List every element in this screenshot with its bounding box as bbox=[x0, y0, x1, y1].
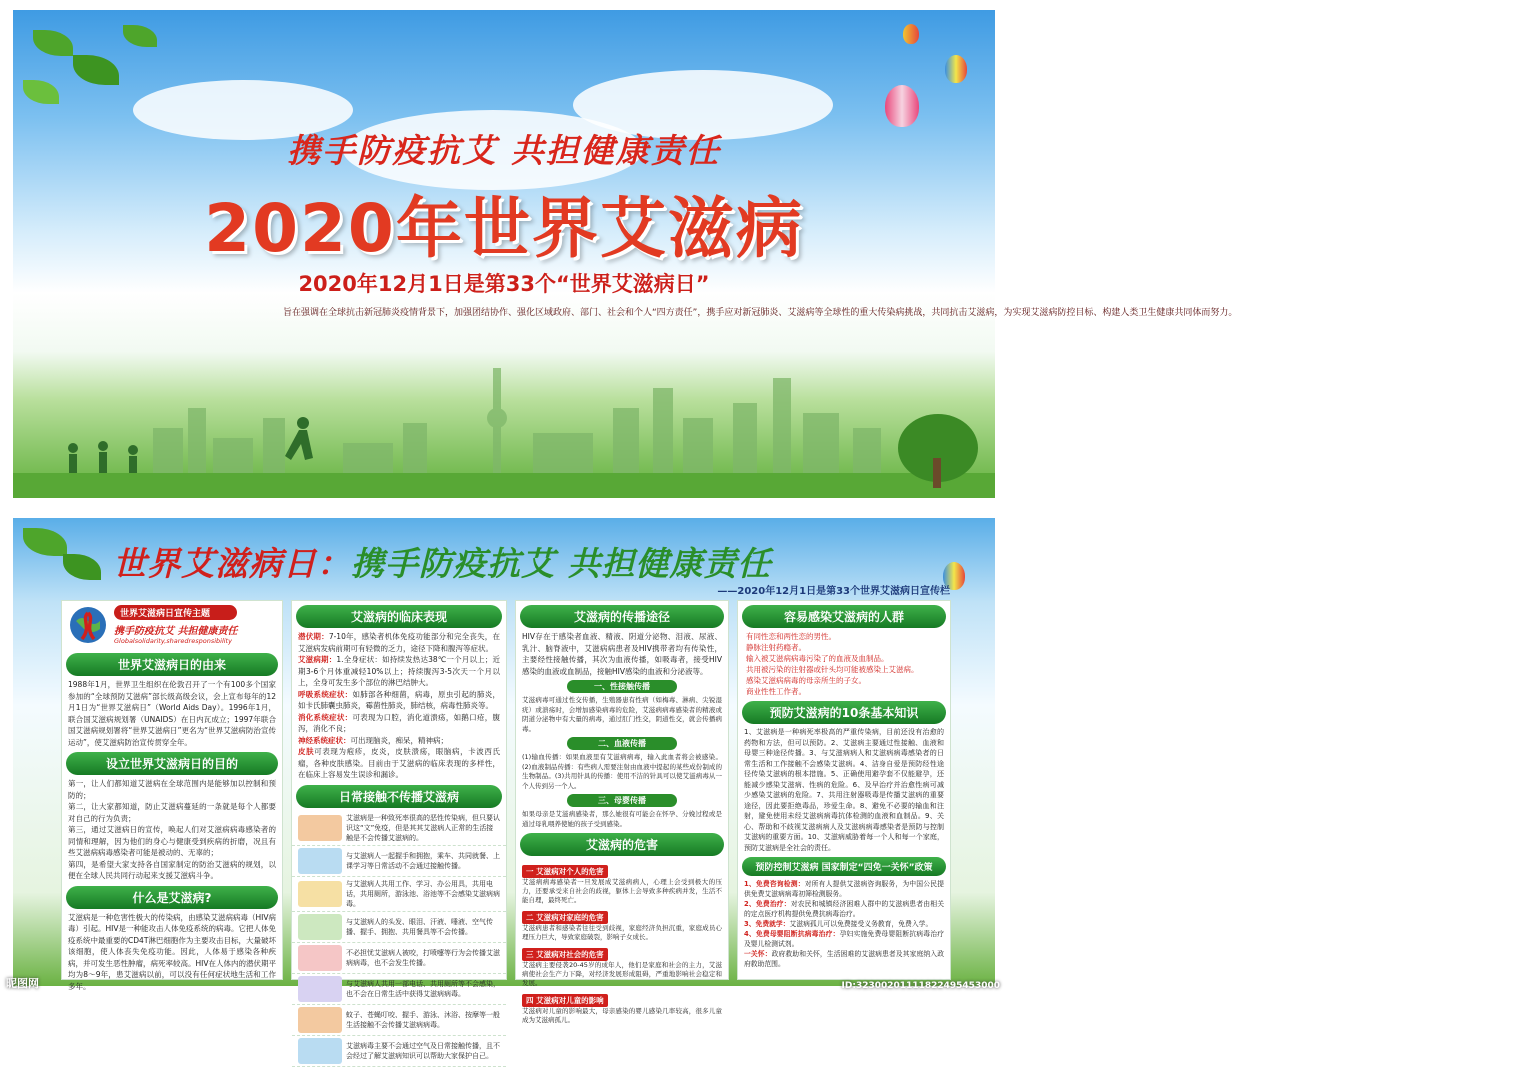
risk-item: 有同性恋和两性恋的男性。 bbox=[746, 632, 836, 641]
column-prevention bbox=[737, 600, 951, 980]
clinical-item: 呼吸系统症状：如肺部各种细菌，病毒，原虫引起的肺炎，如卡氏肺囊虫肺炎，霉菌性肺炎，肺结核，病毒性肺炎等。 bbox=[298, 689, 501, 710]
board-header-part2: 携手防疫抗艾 共担健康责任 bbox=[351, 544, 772, 583]
top-banner bbox=[13, 10, 1238, 498]
contact-row: 艾滋病毒主要不会通过空气及日常接触传播，且不会经过了解艾滋病知识可以帮助大家保护自己。 bbox=[292, 1036, 506, 1067]
origin-text: 1988年1月，世界卫生组织在伦敦召开了一个有100多个国家参加的“全球预防艾滋病”部长级高级会议，会上宣布每年的12月1日为“世界艾滋病日”（World Aids Day）。1996年1月，联合国艾滋病规划署（UNAIDS）在日内瓦成立；1997年联合国艾滋病规划署将“世界艾滋病日”更名为“世界艾滋病防治宣传运动”，使艾滋病防治宣传贯穿全年。 bbox=[68, 680, 276, 747]
hot-air-balloon-icon bbox=[903, 24, 919, 44]
clinical-item: 神经系统症状：可出现脑炎，痴呆，精神病； bbox=[298, 735, 448, 745]
prevent-text: 1、艾滋病是一种病死率极高的严重传染病，目前还没有治愈的药物和方法，但可以预防。2、艾滋病主要通过性接触、血液和母婴三种途径传播。3、与艾滋病病人和艾滋病病毒感染者的日常生活和工作接触不会感染艾滋病。4、洁身自爱是预防经性途径传染艾滋病的根本措施。5、正确使用避孕套不仅能避孕，还能减少感染艾滋病、性病的危险。6、及早治疗并治愈性病可减少感染艾滋病的危险。7、共用注射器吸毒是传播艾滋病的重要途径，因此要拒绝毒品，珍爱生命。8、避免不必要的输血和注射，避免使用未经艾滋病病毒抗体检测的血液和血制品。9、关心、帮助和不歧视艾滋病病人及艾滋病病毒感染者是预防与控制艾滋病的重要方面。10、艾滋病威胁着每一个人和每一个家庭，预防艾滋病是全社会的责任。 bbox=[744, 728, 944, 852]
column-origin bbox=[61, 600, 283, 991]
illustration-thumb bbox=[298, 945, 342, 971]
section-title-what: 什么是艾滋病? bbox=[66, 886, 278, 909]
contact-row: 与艾滋病人共用一部电话、共用厕所等不会感染，也不会在日常生活中获得艾滋病病毒。 bbox=[292, 974, 506, 1005]
route-text: 如果母亲是艾滋病感染者，那么她很有可能会在怀孕、分娩过程或是通过母乳喂养使她的孩子受到感染。 bbox=[522, 810, 722, 828]
route-title: 二、血液传播 bbox=[567, 737, 677, 750]
harm-item: 三 艾滋病对社会的危害 艾滋病主要侵袭20-45岁的成年人，他们是家庭和社会的主力，艾滋病使社会生产力下降，对经济发展形成阻碍，严重地影响社会稳定和发展。 bbox=[522, 950, 722, 987]
hot-air-balloon-icon bbox=[945, 55, 967, 83]
route-text: 艾滋病毒可通过性交传播，生殖器患有性病（如梅毒、淋病、尖锐湿疣）或溃疡时，会增加感染病毒的危险，艾滋病病毒感染者的精液或阴道分泌物中有大量的病毒，通过肛门性交，阴道性交，就会传播病毒。 bbox=[522, 696, 722, 733]
clinical-item: 艾滋病期：1.全身症状：如持续发热达38℃一个月以上；近期3-6个月体重减轻10%以上；持续腹泻3-5次天一个月以上，全身可发生多个部位的淋巴结肿大。 bbox=[298, 655, 500, 687]
section-title-origin: 世界艾滋病日的由来 bbox=[66, 653, 278, 676]
leaf-decor bbox=[33, 30, 73, 56]
transmission-text: HIV存在于感染者血液、精液、阴道分泌物、泪液、尿液、乳汁、脑脊液中，艾滋病病患者及HIV携带者均有传染性，主要经性接触传播，其次为血液传播，如吸毒者，接受HIV感染的血液或血制品，接触HIV感染的血液和分泌液等。 bbox=[522, 632, 722, 676]
section-title-prevent: 预防艾滋病的10条基本知识 bbox=[742, 701, 946, 724]
leaf-decor bbox=[123, 25, 157, 47]
risk-item: 共用被污染的注射器或针头均可能被感染上艾滋病。 bbox=[746, 665, 919, 674]
leaf-decor bbox=[23, 528, 67, 556]
hot-air-balloon-icon bbox=[885, 85, 919, 127]
route-text: (1)输血传播：如果血液里有艾滋病病毒，输入此血者将会被感染。(2)血液制品传播：有些病人需要注射由血液中提起的某些成份制成的生物制品。(3)共用针具的传播：使用不洁的针具可以使艾滋病毒从一个人传到另一个人。 bbox=[522, 753, 722, 790]
contact-row: 艾滋病是一种致死率很高的恶性传染病，但只要认识这“文”免疫，但是其其艾滋病人正常的生活接触是不会传播艾滋病的。 bbox=[292, 811, 506, 846]
policy-item: 1、免费咨询检测：对所有人提供艾滋病咨询服务，为中国公民提供免费艾滋病病毒初筛检测服务。 bbox=[744, 880, 945, 898]
section-title-risk: 容易感染艾滋病的人群 bbox=[742, 605, 946, 628]
clinical-item: 消化系统症状：可表现为口腔，消化道溃疡，如鹅口疮，腹泻，消化不良； bbox=[298, 712, 501, 733]
policy-list bbox=[738, 879, 950, 969]
leaf-decor bbox=[63, 554, 101, 580]
board-header bbox=[113, 538, 772, 585]
illustration-thumb bbox=[298, 848, 342, 874]
watermark-logo: 昵图网 bbox=[6, 977, 39, 990]
illustration-thumb bbox=[298, 815, 342, 841]
contact-row: 蚊子、苍蝇叮咬、握手、游泳、沐浴、按摩等一般生活接触不会传播艾滋病病毒。 bbox=[292, 1005, 506, 1036]
city-skyline-illustration bbox=[13, 348, 995, 498]
board-subheader: ——2020年12月1日是第33个世界艾滋病日宣传栏 bbox=[717, 586, 950, 597]
contact-row: 与艾滋病人共用工作、学习、办公用具，共用电话，共用厕所，游泳池、浴池等不会感染艾滋病病毒。 bbox=[292, 877, 506, 912]
risk-list bbox=[738, 631, 950, 697]
purpose-item: 第三，通过艾滋病日的宣传，唤起人们对艾滋病病毒感染者的同情和理解，因为他们的身心与健康受到疾病的折磨，况且有些艾滋病病毒感染者可能是被动的、无辜的； bbox=[68, 825, 276, 857]
clinical-item: 皮肤可表现为疱疹，皮炎，皮肤溃疡，眼脑病，卡波西氏瘤，各种皮肤感染。目前由于艾滋病的临床表现的多样性，在临床上容易发生误诊和漏诊。 bbox=[298, 747, 501, 779]
illustration-thumb bbox=[298, 914, 342, 940]
illustration-thumb bbox=[298, 881, 342, 907]
section-title-purpose: 设立世界艾滋病日的目的 bbox=[66, 752, 278, 775]
purpose-text bbox=[62, 778, 282, 882]
contact-row: 与艾滋病人一起握手和拥抱，乘车、共同就餐、上课学习等日常活动不会通过接触传播。 bbox=[292, 846, 506, 877]
policy-item: 3、免费就学：艾滋病孤儿可以免费接受义务教育，免费入学。 bbox=[744, 920, 933, 928]
banner-subtitle: 2020年12月1日是第33个“世界艾滋病日” bbox=[298, 272, 710, 296]
risk-item: 商业性性工作者。 bbox=[746, 687, 806, 696]
illustration-thumb bbox=[298, 976, 342, 1002]
clinical-list bbox=[292, 631, 506, 781]
harm-item: 二 艾滋病对家庭的危害 艾滋病患者和感染者往往受到歧视，家庭经济负担沉重，家庭成员心理压力巨大，导致家庭破裂，影响子女成长。 bbox=[522, 913, 722, 941]
contact-list bbox=[292, 811, 506, 1067]
route-title: 一、性接触传播 bbox=[567, 680, 677, 693]
policy-item: 一关怀：政府救助和关怀，生活困难的艾滋病患者及其家庭纳入政府救助范围。 bbox=[744, 950, 945, 968]
harm-list bbox=[516, 859, 728, 1025]
section-title-contact: 日常接触不传播艾滋病 bbox=[296, 785, 502, 808]
theme-slogan: 携手防疫抗艾 共担健康责任 bbox=[114, 626, 238, 637]
purpose-item: 第二，让大家都知道，防止艾滋病蔓延的一条就是每个人都要对自己的行为负责； bbox=[68, 802, 276, 823]
theme-title: 世界艾滋病日宣传主题 bbox=[114, 605, 237, 620]
route-title: 三、母婴传播 bbox=[567, 794, 677, 807]
banner-intro-text: 旨在强调在全球抗击新冠肺炎疫情背景下，加强团结协作、强化区域政府、部门、社会和个人“四方责任”，携手应对新冠肺炎、艾滋病等全球性的重大传染病挑战，共同抗击艾滋病，为实现艾滋病防控目标、构建人类卫生健康共同体而努力。 bbox=[283, 308, 1238, 318]
watermark-id: ID:32300201111822495453000 bbox=[841, 981, 1000, 991]
banner-slogan: 携手防疫抗艾 共担健康责任 bbox=[287, 131, 721, 170]
globe-ribbon-icon bbox=[68, 605, 108, 645]
section-title-clinical: 艾滋病的临床表现 bbox=[296, 605, 502, 628]
section-title-transmission: 艾滋病的传播途径 bbox=[520, 605, 724, 628]
risk-item: 输入被艾滋病病毒污染了的血液及血制品。 bbox=[746, 654, 889, 663]
leaf-decor bbox=[23, 80, 59, 104]
contact-row: 与艾滋病人的头发、眼泪、汗液、唾液、空气传播、握手、拥抱、共用餐具等不会传播。 bbox=[292, 912, 506, 943]
policy-item: 4、免费母婴阻断抗病毒治疗：孕妇实施免费母婴阻断抗病毒治疗及婴儿检测试剂。 bbox=[744, 930, 945, 948]
harm-item: 一 艾滋病对个人的危害 艾滋病病毒感染者一旦发展成艾滋病病人，心理上会受到极大的压力，还要承受来自社会的歧视，躯体上会导致多种疾病并发，生活不能自理，最终死亡。 bbox=[522, 867, 722, 904]
board-header-part1: 世界艾滋病日： bbox=[113, 544, 351, 583]
banner-title: 2020年世界艾滋病 bbox=[204, 190, 804, 267]
clinical-item: 潜伏期：7-10年，感染者机体免疫功能部分和完全丧失，在艾滋病发病前期可有轻微的乏力，途径下降和腹泻等症状。 bbox=[298, 632, 500, 653]
illustration-thumb bbox=[298, 1007, 342, 1033]
risk-item: 感染艾滋病病毒的母亲所生的子女。 bbox=[746, 676, 866, 685]
illustration-thumb bbox=[298, 1038, 342, 1064]
section-title-harm: 艾滋病的危害 bbox=[520, 833, 724, 856]
theme-english: Globalsolidarity,sharedresponsibility bbox=[114, 637, 232, 645]
risk-item: 静脉注射药瘾者。 bbox=[746, 643, 806, 652]
column-clinical bbox=[291, 600, 507, 1060]
harm-item: 四 艾滋病对儿童的影响 艾滋病对儿童的影响最大，母亲感染的婴儿感染几率较高，很多儿童成为艾滋病孤儿。 bbox=[522, 996, 722, 1024]
contact-row: 不必担忧艾滋病人被咬，打喷嚏等行为会传播艾滋病病毒，也不会发生传播。 bbox=[292, 943, 506, 974]
theme-logo-block bbox=[62, 601, 282, 649]
column-transmission bbox=[515, 600, 729, 1024]
policy-item: 2、免费治疗：对农民和城镇经济困难人群中的艾滋病患者由相关的定点医疗机构提供免费抗病毒治疗。 bbox=[744, 900, 944, 918]
section-title-policy: 预防控制艾滋病 国家制定“四免一关怀”政策 bbox=[742, 857, 946, 876]
what-text: 艾滋病是一种危害性极大的传染病，由感染艾滋病病毒（HIV病毒）引起。HIV是一种能攻击人体免疫系统的病毒。它把人体免疫系统中最重要的CD4T淋巴细胞作为主要攻击目标，大量破坏该细胞，使人体丧失免疫功能。因此，人体易于感染各种疾病，并可发生恶性肿瘤，病死率较高。HIV在人体内的潜伏期平均为8～9年，患艾滋病以前，可以没有任何症状地生活和工作多年。 bbox=[68, 912, 276, 991]
purpose-item: 第一，让人们都知道艾滋病在全球范围内是能够加以控制和预防的； bbox=[68, 779, 276, 800]
leaf-decor bbox=[73, 55, 119, 85]
purpose-item: 第四，是希望大家支持各自国家制定的防治艾滋病的规划，以便在全球人民共同行动起来支援艾滋病斗争。 bbox=[68, 859, 276, 880]
